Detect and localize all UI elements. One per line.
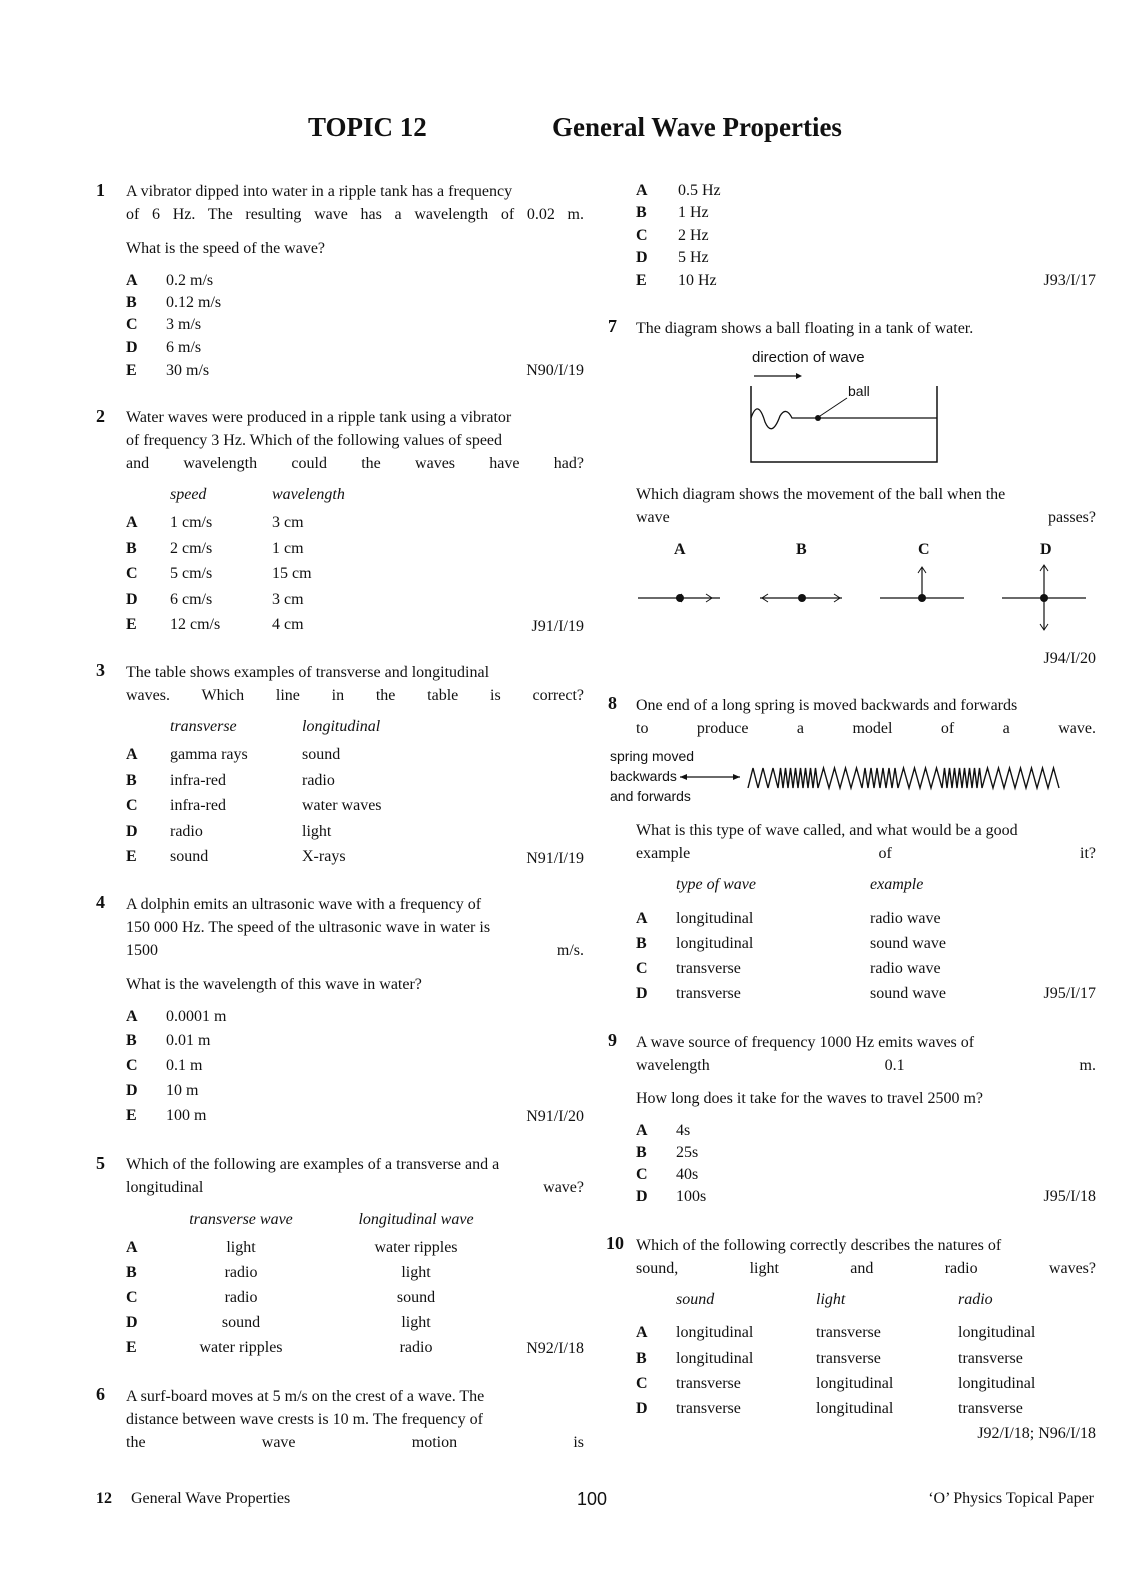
question-number: 7 (608, 316, 617, 336)
option-text: 30 m/s (166, 362, 210, 379)
option-letter: E (126, 616, 137, 633)
option-letter: C (636, 227, 648, 244)
option-text: 0.2 m/s (166, 272, 214, 289)
source-reference: J93/I/17 (1043, 272, 1096, 289)
question-prompt: What is the wavelength of this wave in water? (126, 976, 422, 993)
table-cell: radio wave (870, 960, 941, 977)
table-cell: transverse (958, 1350, 1023, 1367)
question-number: 1 (96, 180, 105, 200)
option-letter: A (126, 514, 138, 531)
option-letter: A (126, 1008, 138, 1025)
footer-book-title: ‘O’ Physics Topical Paper (928, 1490, 1094, 1507)
option-text: 1 Hz (678, 204, 709, 221)
table-cell: radio (302, 772, 335, 789)
option-letter: D (636, 1188, 648, 1205)
column-header: wavelength (272, 486, 345, 503)
question-number: 4 (96, 892, 105, 912)
topic-number: TOPIC 12 (308, 112, 427, 142)
option-b-diagram (760, 594, 842, 602)
table-cell: sound (396, 1289, 436, 1306)
table-cell: 6 cm/s (170, 591, 213, 608)
question-number: 8 (608, 693, 617, 713)
question-prompt: What is the speed of the wave? (126, 240, 326, 257)
source-reference: N91/I/19 (526, 850, 584, 867)
option-letter: C (126, 316, 138, 333)
page-number: 100 (577, 1489, 608, 1509)
option-text: 25s (676, 1144, 699, 1161)
source-reference: N92/I/18 (526, 1340, 584, 1357)
option-letter: B (636, 1350, 647, 1367)
option-text: 4s (676, 1122, 691, 1139)
option-letter: C (636, 1166, 648, 1183)
option-text: 40s (676, 1166, 699, 1183)
table-cell: sound wave (870, 985, 946, 1002)
source-reference: N91/I/20 (526, 1108, 584, 1125)
option-letter: E (126, 1107, 137, 1124)
spring-label-line: and forwards (610, 788, 691, 804)
column-header: transverse wave (189, 1211, 293, 1228)
option-text: 100 m (166, 1107, 207, 1124)
question-text: Which diagram shows the movement of the ball when the wave passes? (636, 486, 1096, 526)
table-cell: infra-red (170, 772, 226, 789)
option-letter: B (126, 1264, 137, 1281)
table-cell: radio (224, 1264, 258, 1281)
option-letter: C (126, 1057, 138, 1074)
column-header: longitudinal (302, 718, 381, 735)
option-letter: B (126, 540, 137, 557)
option-letter: A (636, 1324, 648, 1341)
footer-topic-number: 12 (96, 1490, 112, 1507)
option-letter: E (636, 272, 647, 289)
spring-diagram (678, 760, 1098, 796)
option-letter: C (636, 1375, 648, 1392)
page-title: General Wave Properties (552, 112, 842, 142)
table-cell: 1 cm/s (170, 514, 213, 531)
table-cell: radio wave (870, 910, 941, 927)
option-text: 6 m/s (166, 339, 202, 356)
option-letter: E (126, 1339, 137, 1356)
option-letter: C (126, 565, 138, 582)
table-cell: light (401, 1264, 431, 1281)
table-cell: longitudinal (676, 1324, 754, 1341)
option-text: 0.0001 m (166, 1008, 227, 1025)
table-cell: transverse (958, 1400, 1023, 1417)
option-letter: A (636, 910, 648, 927)
table-cell: transverse (676, 960, 741, 977)
table-cell: 5 cm/s (170, 565, 213, 582)
table-cell: water ripples (374, 1239, 458, 1256)
option-letter: D (126, 591, 138, 608)
option-letter: B (126, 294, 137, 311)
question-text: Which of the following correctly describes the natures of sound, light and radio waves? (636, 1237, 1096, 1277)
option-letter: B (636, 1144, 647, 1161)
question-number: 3 (96, 660, 105, 680)
option-text: 2 Hz (678, 227, 709, 244)
option-letter: B (126, 772, 137, 789)
table-cell: longitudinal (958, 1324, 1036, 1341)
option-letter: C (636, 960, 648, 977)
table-cell: 2 cm/s (170, 540, 213, 557)
question-number: 6 (96, 1384, 105, 1404)
table-cell: radio (399, 1339, 433, 1356)
table-cell: 1 cm (272, 540, 304, 557)
option-letter: D (1040, 541, 1052, 558)
source-reference: J95/I/17 (1043, 985, 1096, 1002)
question-text: One end of a long spring is moved backwards and forwards to produce a model of a wave. (636, 697, 1096, 737)
ball-movement-options (630, 560, 1095, 635)
table-cell: 15 cm (272, 565, 312, 582)
option-letter: C (918, 541, 930, 558)
table-cell: longitudinal (816, 1400, 894, 1417)
table-cell: longitudinal (676, 1350, 754, 1367)
table-cell: 4 cm (272, 616, 304, 633)
question-text: Water waves were produced in a ripple tank using a vibrator of frequency 3 Hz. Which of the following values of speed and wavelength could the waves have had? (126, 409, 584, 472)
option-letter: E (126, 848, 137, 865)
table-cell: 12 cm/s (170, 616, 221, 633)
question-text: The diagram shows a ball floating in a tank of water. (636, 320, 974, 337)
option-letter: C (126, 797, 138, 814)
column-header: type of wave (676, 876, 756, 893)
question-text: Which of the following are examples of a transverse and a longitudinal wave? (126, 1156, 584, 1196)
option-letter: A (636, 182, 648, 199)
option-letter: D (126, 1082, 138, 1099)
table-cell: transverse (676, 1400, 741, 1417)
question-prompt: How long does it take for the waves to travel 2500 m? (636, 1090, 984, 1107)
option-letter: D (636, 1400, 648, 1417)
question-number: 2 (96, 406, 105, 426)
table-cell: X-rays (302, 848, 346, 865)
option-letter: D (126, 1314, 138, 1331)
column-header: transverse (170, 718, 237, 735)
option-d-diagram (1002, 565, 1086, 630)
option-letter: D (636, 985, 648, 1002)
table-cell: sound (302, 746, 341, 763)
source-reference: J91/I/19 (531, 618, 584, 635)
table-cell: transverse (676, 1375, 741, 1392)
source-reference: N90/I/19 (526, 362, 584, 379)
column-header: longitudinal wave (358, 1211, 474, 1228)
question-text: A dolphin emits an ultrasonic wave with a frequency of 150 000 Hz. The speed of the ultrasonic wave in water is 1500 m/s. (126, 896, 584, 959)
option-text: 0.5 Hz (678, 182, 721, 199)
diagram-label-direction: direction of wave (752, 349, 865, 366)
table-cell: radio (224, 1289, 258, 1306)
option-letter: D (126, 339, 138, 356)
diagram-label-ball: ball (848, 383, 870, 399)
option-letter: B (796, 541, 807, 558)
ball-tank-diagram (740, 370, 950, 470)
source-reference: J95/I/18 (1043, 1188, 1096, 1205)
spring-label-line: backwards (610, 768, 677, 784)
option-text: 10 m (166, 1082, 199, 1099)
question-text: A vibrator dipped into water in a ripple tank has a frequency of 6 Hz. The resulting wave has a wavelength of 0.02 m. (126, 183, 584, 223)
table-cell: water ripples (199, 1339, 283, 1356)
spring-label-line: spring moved (610, 748, 695, 764)
table-cell: sound wave (870, 935, 946, 952)
question-text: The table shows examples of transverse and longitudinal waves. Which line in the table is correct? (126, 664, 584, 704)
table-cell: 3 cm (272, 591, 304, 608)
option-text: 100s (676, 1188, 707, 1205)
question-text: A surf-board moves at 5 m/s on the crest of a wave. The distance between wave crests is 10 m. The frequency of the wave motion is (126, 1388, 584, 1451)
source-reference: J94/I/20 (1043, 650, 1096, 667)
table-cell: light (226, 1239, 256, 1256)
question-number: 9 (608, 1030, 617, 1050)
option-text: 0.12 m/s (166, 294, 222, 311)
column-header: speed (170, 486, 207, 503)
option-text: 5 Hz (678, 249, 709, 266)
option-letter: E (126, 362, 137, 379)
table-cell: longitudinal (676, 910, 754, 927)
table-cell: longitudinal (816, 1375, 894, 1392)
option-text: 0.01 m (166, 1032, 211, 1049)
option-letter: B (126, 1032, 137, 1049)
option-letter: B (636, 935, 647, 952)
table-cell: light (401, 1314, 431, 1331)
question-text: A wave source of frequency 1000 Hz emits waves of wavelength 0.1 m. (636, 1034, 1096, 1074)
table-cell: sound (170, 848, 209, 865)
table-cell: longitudinal (676, 935, 754, 952)
option-letter: C (126, 1289, 138, 1306)
option-letter: D (126, 823, 138, 840)
option-letter: A (126, 746, 138, 763)
table-cell: 3 cm (272, 514, 304, 531)
option-letter: A (674, 541, 686, 558)
option-text: 10 Hz (678, 272, 717, 289)
option-c-diagram (880, 567, 964, 602)
table-cell: light (302, 823, 332, 840)
column-header: light (816, 1291, 846, 1308)
option-letter: A (126, 272, 138, 289)
option-a-diagram (638, 594, 720, 602)
table-cell: transverse (676, 985, 741, 1002)
table-cell: gamma rays (170, 746, 248, 763)
option-letter: B (636, 204, 647, 221)
table-cell: longitudinal (958, 1375, 1036, 1392)
option-letter: A (636, 1122, 648, 1139)
table-cell: radio (170, 823, 203, 840)
table-cell: infra-red (170, 797, 226, 814)
source-reference: J92/I/18; N96/I/18 (977, 1425, 1096, 1442)
option-letter: A (126, 1239, 138, 1256)
table-cell: transverse (816, 1350, 881, 1367)
column-header: sound (676, 1291, 715, 1308)
table-cell: sound (221, 1314, 261, 1331)
option-text: 3 m/s (166, 316, 202, 333)
table-cell: water waves (302, 797, 382, 814)
column-header: radio (958, 1291, 993, 1308)
footer-topic-title: General Wave Properties (131, 1490, 291, 1507)
option-text: 0.1 m (166, 1057, 203, 1074)
column-header: example (870, 876, 924, 893)
question-number: 5 (96, 1153, 105, 1173)
table-cell: transverse (816, 1324, 881, 1341)
question-text: What is this type of wave called, and what would be a good example of it? (636, 822, 1096, 862)
question-number: 10 (606, 1233, 624, 1253)
option-letter: D (636, 249, 648, 266)
